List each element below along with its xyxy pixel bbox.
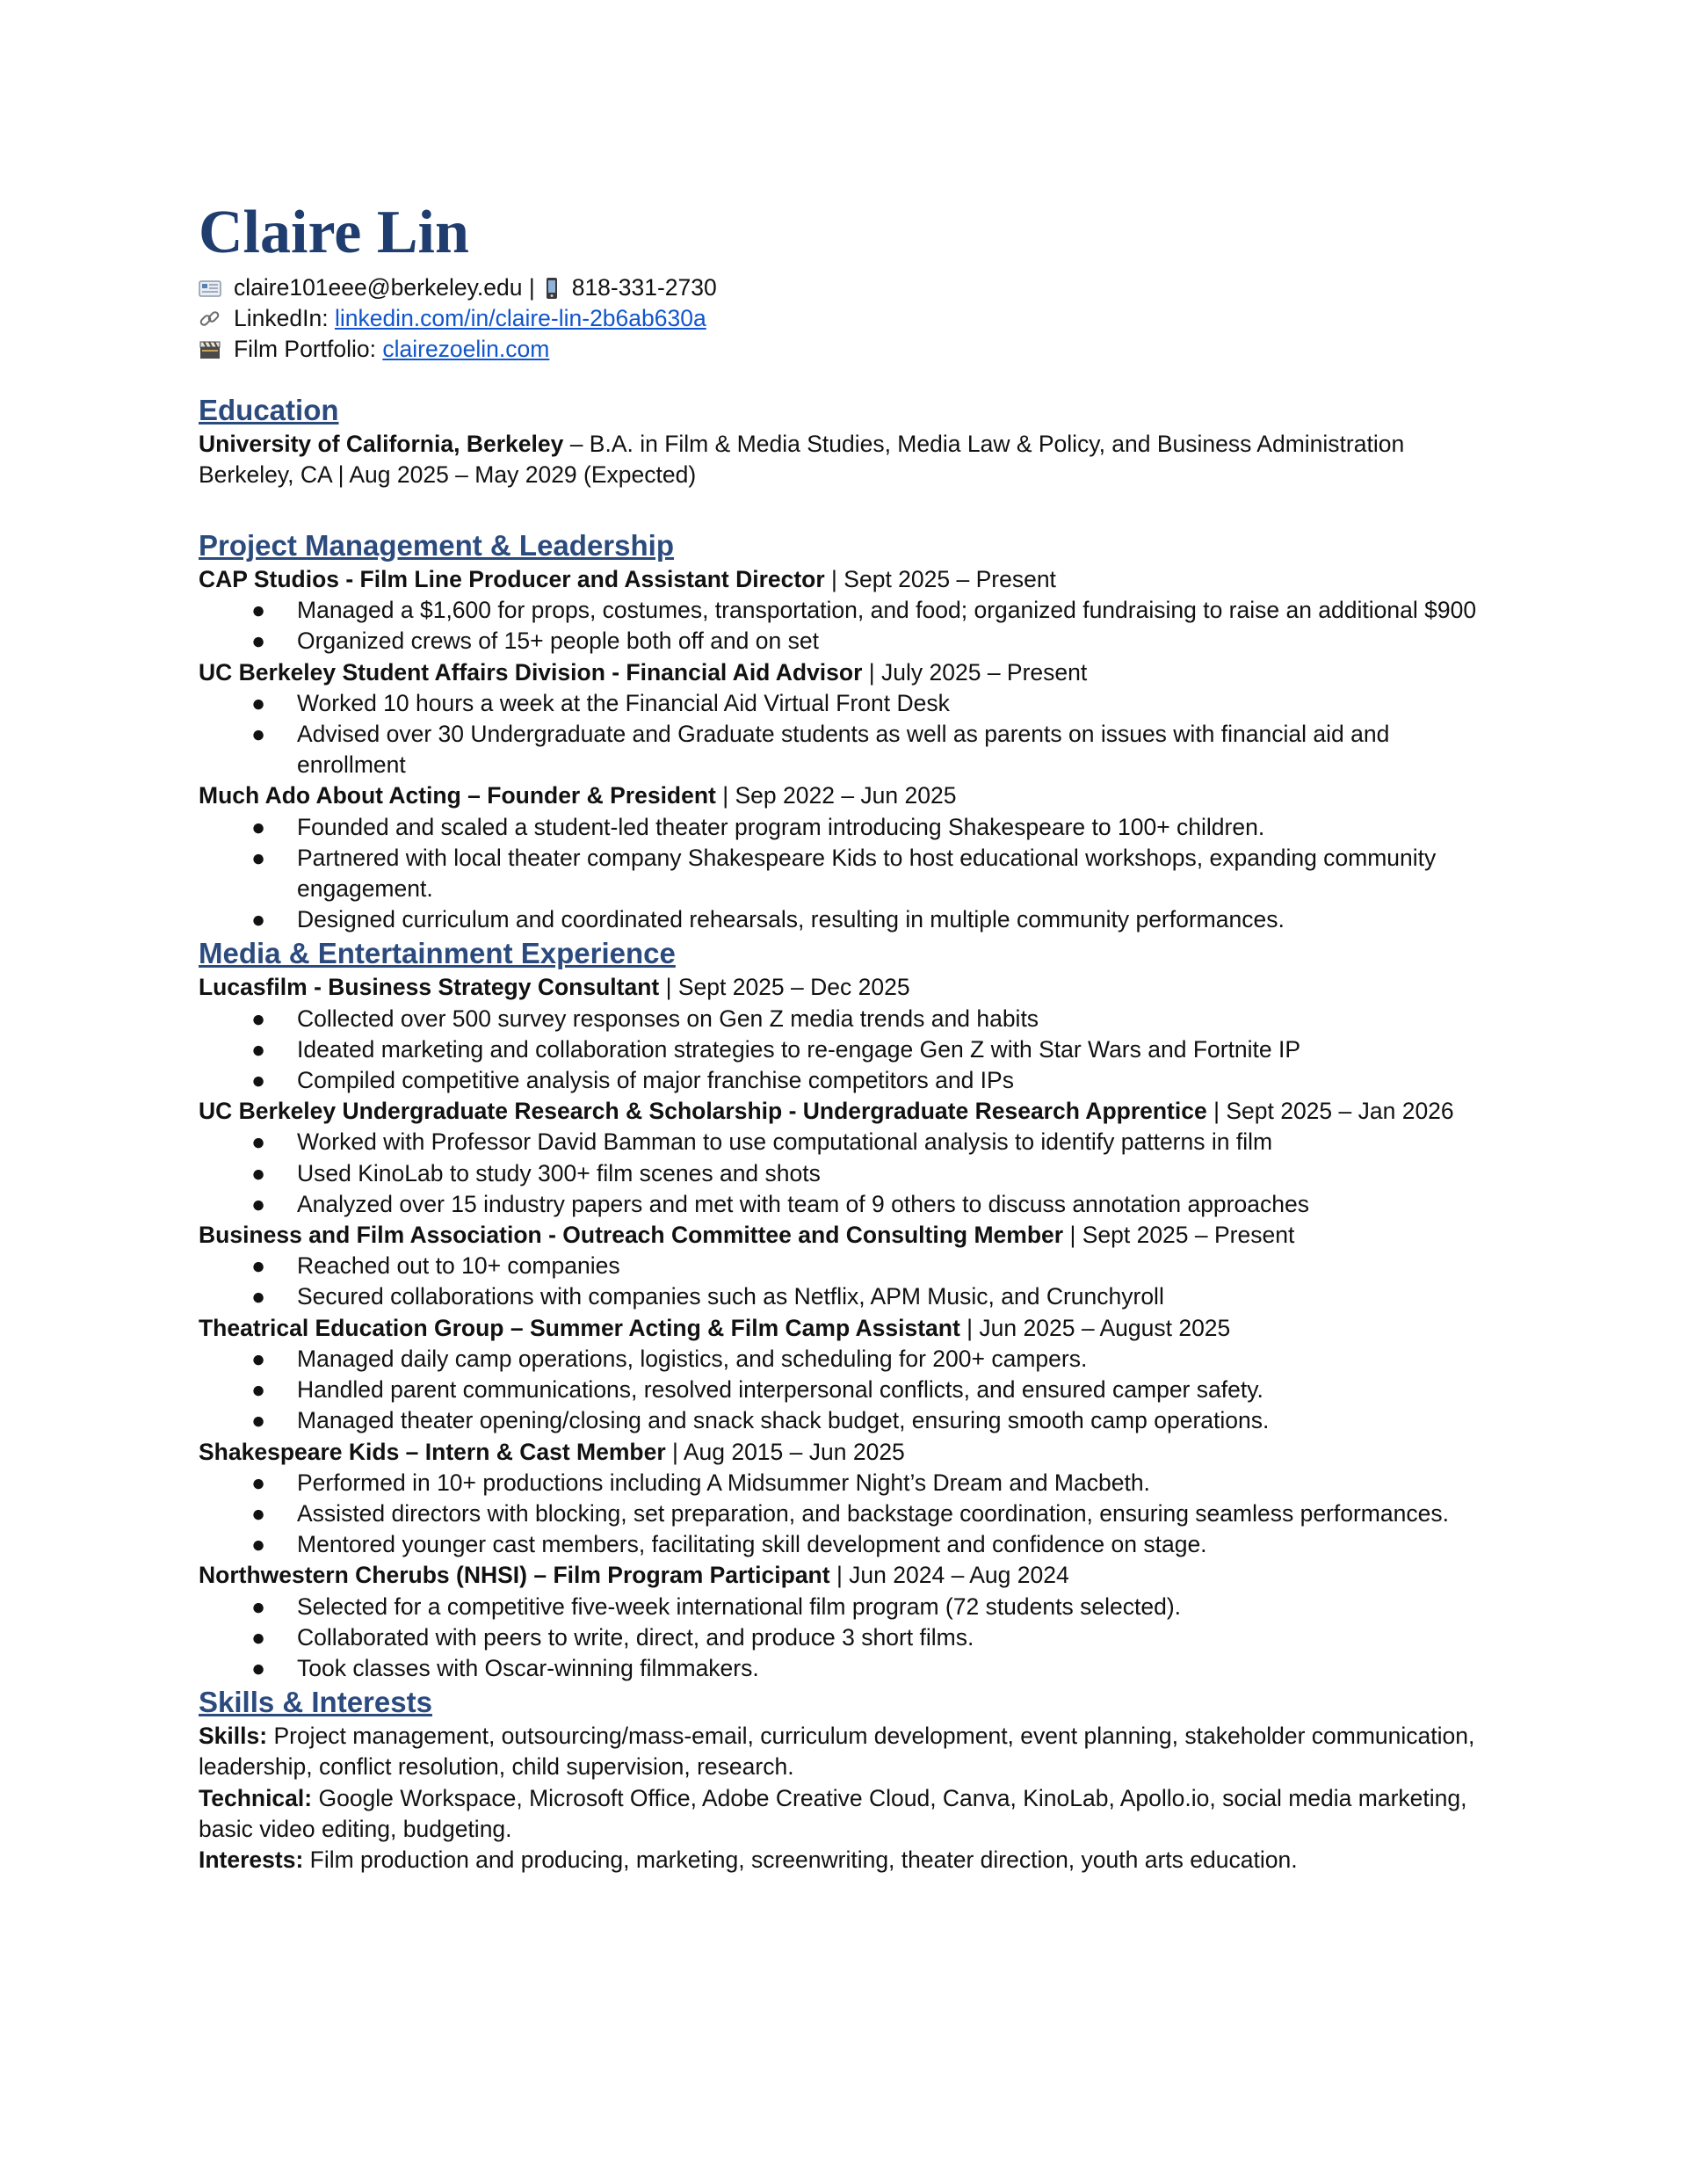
- bullet-text: Used KinoLab to study 300+ film scenes and shots: [297, 1159, 821, 1186]
- bullet-text: Designed curriculum and coordinated rehearsals, resulting in multiple community performances.: [297, 906, 1285, 933]
- bullet-dot: ●: [250, 1159, 265, 1186]
- list-item: [199, 812, 1499, 843]
- skills-list: [199, 1721, 1499, 1876]
- bullet-dot: ●: [250, 1128, 265, 1156]
- bullet-dot: ●: [250, 844, 265, 871]
- list-item: [199, 688, 1499, 719]
- bullet-dot: ●: [250, 1345, 265, 1372]
- role-heading: [199, 1096, 1499, 1127]
- role-bullets: [199, 595, 1499, 657]
- role-heading: [199, 1437, 1499, 1468]
- section-title-education: Education: [199, 393, 339, 426]
- list-item: [199, 1127, 1499, 1157]
- contact-line-email-phone: [199, 272, 1499, 303]
- role-heading: [199, 657, 1499, 688]
- contact-line-linkedin: [199, 303, 1499, 334]
- email-icon: [199, 277, 221, 300]
- role-bullets: [199, 1004, 1499, 1097]
- list-item: [199, 1281, 1499, 1312]
- bullet-text: Performed in 10+ productions including A Midsummer Night’s Dream and Macbeth.: [297, 1469, 1150, 1496]
- bullet-dot: ●: [250, 906, 265, 933]
- bullet-text: Secured collaborations with companies such as Netflix, APM Music, and Crunchyroll: [297, 1283, 1164, 1310]
- link-icon: [199, 308, 221, 330]
- role-heading: [199, 1220, 1499, 1251]
- role-title: Much Ado About Acting – Founder & President: [199, 782, 716, 809]
- role-dates: | Sept 2025 – Present: [824, 566, 1056, 593]
- bullet-dot: ●: [250, 1005, 265, 1032]
- role-title: Shakespeare Kids – Intern & Cast Member: [199, 1438, 666, 1465]
- section-title-media: Media & Entertainment Experience: [199, 937, 676, 970]
- role-heading: [199, 1313, 1499, 1344]
- list-item: [199, 1468, 1499, 1498]
- skill-line: [199, 1721, 1499, 1782]
- role-dates: | Sept 2025 – Jan 2026: [1206, 1098, 1454, 1125]
- list-item: [199, 1592, 1499, 1622]
- bullet-text: Worked with Professor David Bamman to use computational analysis to identify patterns in film: [297, 1128, 1273, 1156]
- section-title-project-management: Project Management & Leadership: [199, 529, 674, 562]
- bullet-dot: ●: [250, 1376, 265, 1404]
- contact-separator-char: |: [528, 274, 535, 301]
- bullet-text: Worked 10 hours a week at the Financial Aid Virtual Front Desk: [297, 689, 950, 716]
- list-item: [199, 1529, 1499, 1560]
- role-bullets: [199, 1251, 1499, 1312]
- media-roles: [199, 972, 1499, 1684]
- role-bullets: [199, 1468, 1499, 1561]
- bullet-dot: ●: [250, 1469, 265, 1496]
- list-item: [199, 595, 1499, 626]
- list-item: [199, 626, 1499, 657]
- project-management-roles: [199, 564, 1499, 935]
- bullet-dot: ●: [250, 1283, 265, 1310]
- bullet-dot: ●: [250, 689, 265, 716]
- role-bullets: [199, 812, 1499, 936]
- list-item: [199, 1375, 1499, 1405]
- role-bullets: [199, 1592, 1499, 1685]
- role-title: UC Berkeley Undergraduate Research & Scholarship - Undergraduate Research Apprentice: [199, 1098, 1207, 1125]
- bullet-dot: ●: [250, 1067, 265, 1094]
- skill-label: Technical:: [199, 1784, 313, 1811]
- bullet-dot: ●: [250, 597, 265, 624]
- role-heading: [199, 972, 1499, 1003]
- role-title: Lucasfilm - Business Strategy Consultant: [199, 974, 660, 1001]
- list-item: [199, 843, 1499, 904]
- list-item: [199, 1622, 1499, 1653]
- role-dates: | July 2025 – Present: [862, 658, 1088, 686]
- portfolio-link[interactable]: clairezoelin.com: [382, 336, 550, 363]
- list-item: [199, 1405, 1499, 1436]
- bullet-text: Partnered with local theater company Shakespeare Kids to host educational workshops, expanding community engagement.: [297, 844, 1437, 903]
- skill-line: [199, 1783, 1499, 1845]
- list-item: [199, 1065, 1499, 1096]
- role-title: Business and Film Association - Outreach Committee and Consulting Member: [199, 1222, 1064, 1249]
- list-item: [199, 904, 1499, 935]
- bullet-text: Collected over 500 survey responses on Gen Z media trends and habits: [297, 1005, 1039, 1032]
- skill-label: Interests:: [199, 1846, 304, 1873]
- role-bullets: [199, 1127, 1499, 1220]
- contact-line-portfolio: [199, 334, 1499, 365]
- bullet-dot: ●: [250, 1499, 265, 1527]
- role-heading: [199, 780, 1499, 811]
- bullet-text: Mentored younger cast members, facilitating skill development and confidence on stage.: [297, 1531, 1207, 1558]
- bullet-text: Founded and scaled a student-led theater program introducing Shakespeare to 100+ children.: [297, 813, 1265, 840]
- contact-separator: [522, 272, 528, 303]
- role-heading: [199, 1560, 1499, 1591]
- list-item: [199, 719, 1499, 780]
- role-dates: | Aug 2015 – Jun 2025: [665, 1438, 905, 1465]
- bullet-dot: ●: [250, 1190, 265, 1217]
- email-link[interactable]: claire101eee@berkeley.edu: [234, 274, 523, 301]
- linkedin-label: LinkedIn:: [234, 305, 329, 332]
- role-bullets: [199, 1344, 1499, 1437]
- linkedin-link[interactable]: linkedin.com/in/claire-lin-2b6ab630a: [334, 305, 706, 332]
- role-title: Theatrical Education Group – Summer Acting & Film Camp Assistant: [199, 1314, 960, 1341]
- skill-text: Film production and producing, marketing, screenwriting, theater direction, youth arts education.: [303, 1846, 1298, 1873]
- skill-label: Skills:: [199, 1723, 268, 1750]
- bullet-text: Reached out to 10+ companies: [297, 1252, 620, 1280]
- skill-text: Google Workspace, Microsoft Office, Adobe Creative Cloud, Canva, KinoLab, Apollo.io, social media marketing, basic video editing, budgeting.: [199, 1784, 1467, 1842]
- bullet-dot: ●: [250, 1531, 265, 1558]
- bullet-text: Collaborated with peers to write, direct, and produce 3 short films.: [297, 1623, 974, 1651]
- list-item: [199, 1158, 1499, 1189]
- list-item: [199, 1034, 1499, 1065]
- portfolio-label: Film Portfolio:: [234, 336, 376, 363]
- list-item: [199, 1251, 1499, 1281]
- role-dates: | Sept 2025 – Present: [1063, 1222, 1295, 1249]
- education-location-dates: Berkeley, CA | Aug 2025 – May 2029 (Expected): [199, 461, 697, 488]
- bullet-text: Managed daily camp operations, logistics, and scheduling for 200+ campers.: [297, 1345, 1088, 1372]
- bullet-text: Handled parent communications, resolved interpersonal conflicts, and ensured camper safety.: [297, 1376, 1263, 1404]
- list-item: [199, 1498, 1499, 1529]
- role-bullets: [199, 688, 1499, 781]
- role-title: CAP Studios - Film Line Producer and Assistant Director: [199, 566, 825, 593]
- bullet-text: Analyzed over 15 industry papers and met with team of 9 others to discuss annotation approaches: [297, 1190, 1309, 1217]
- bullet-text: Selected for a competitive five-week international film program (72 students selected).: [297, 1593, 1182, 1620]
- bullet-text: Took classes with Oscar-winning filmmakers.: [297, 1654, 759, 1681]
- film-clapper-icon: [199, 338, 221, 361]
- bullet-text: Advised over 30 Undergraduate and Graduate students as well as parents on issues with financial aid and enrollment: [297, 721, 1390, 779]
- skill-line: [199, 1845, 1499, 1876]
- bullet-dot: ●: [250, 628, 265, 655]
- bullet-dot: ●: [250, 1035, 265, 1063]
- bullet-text: Organized crews of 15+ people both off and on set: [297, 628, 819, 655]
- bullet-dot: ●: [250, 813, 265, 840]
- list-item: [199, 1004, 1499, 1034]
- bullet-dot: ●: [250, 1593, 265, 1620]
- list-item: [199, 1344, 1499, 1375]
- phone-number[interactable]: 818-331-2730: [571, 274, 717, 301]
- bullet-text: Compiled competitive analysis of major franchise competitors and IPs: [297, 1067, 1014, 1094]
- list-item: [199, 1653, 1499, 1684]
- education-school: University of California, Berkeley: [199, 430, 564, 457]
- bullet-text: Assisted directors with blocking, set preparation, and backstage coordination, ensuring seamless performances.: [297, 1499, 1449, 1527]
- role-heading: [199, 564, 1499, 595]
- role-dates: | Sept 2025 – Dec 2025: [659, 974, 910, 1001]
- candidate-name: Claire Lin: [199, 199, 469, 266]
- bullet-text: Managed a $1,600 for props, costumes, transportation, and food; organized fundraising to raise an additional $900: [297, 597, 1477, 624]
- role-title: Northwestern Cherubs (NHSI) – Film Program Participant: [199, 1562, 830, 1589]
- list-item: [199, 1189, 1499, 1220]
- education-school-line: [199, 429, 1499, 460]
- bullet-text: Managed theater opening/closing and snack shack budget, ensuring smooth camp operations.: [297, 1407, 1270, 1434]
- bullet-dot: ●: [250, 1407, 265, 1434]
- bullet-dot: ●: [250, 1252, 265, 1280]
- role-dates: | Jun 2025 – August 2025: [959, 1314, 1231, 1341]
- bullet-text: Ideated marketing and collaboration strategies to re-engage Gen Z with Star Wars and Fortnite IP: [297, 1035, 1301, 1063]
- bullet-dot: ●: [250, 1654, 265, 1681]
- role-dates: | Jun 2024 – Aug 2024: [829, 1562, 1069, 1589]
- section-title-skills: Skills & Interests: [199, 1686, 432, 1719]
- bullet-dot: ●: [250, 721, 265, 748]
- role-dates: | Sep 2022 – Jun 2025: [715, 782, 957, 809]
- role-title: UC Berkeley Student Affairs Division - Financial Aid Advisor: [199, 658, 863, 686]
- bullet-dot: ●: [250, 1623, 265, 1651]
- resume-page: [199, 195, 1499, 1876]
- education-degree: – B.A. in Film & Media Studies, Media Law & Policy, and Business Administration: [563, 430, 1405, 457]
- skill-text: Project management, outsourcing/mass-email, curriculum development, event planning, stakeholder communication, leadership, conflict resolution, child supervision, research.: [199, 1723, 1475, 1781]
- phone-icon: [540, 277, 563, 300]
